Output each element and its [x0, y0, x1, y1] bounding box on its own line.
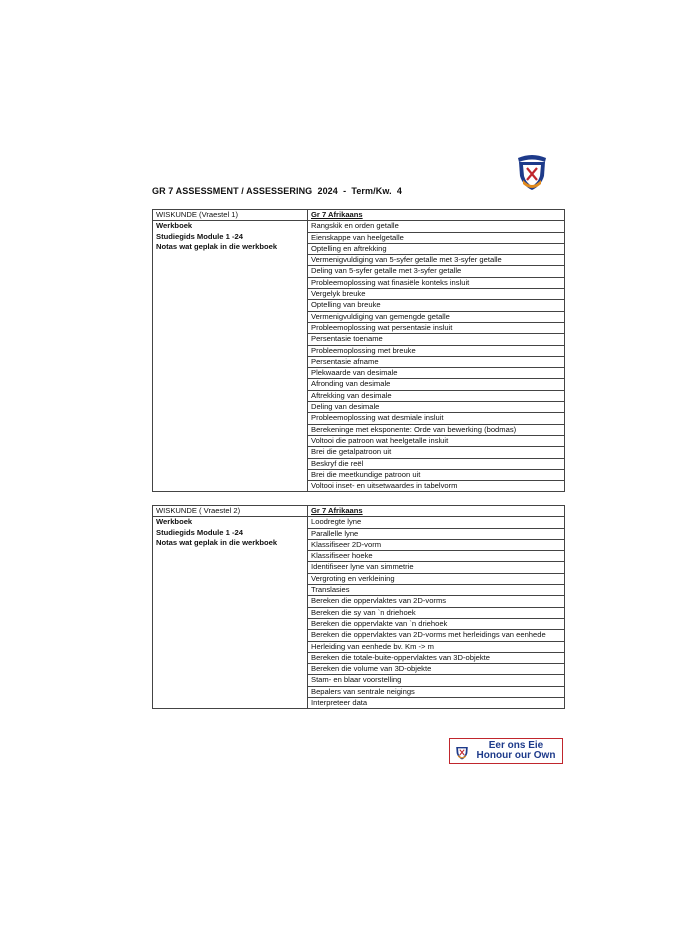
topic-cell: Probleemoplossing met breuke [308, 345, 565, 356]
table-body [153, 210, 565, 492]
topic-cell: Klassifiseer hoeke [308, 551, 565, 562]
table-header-row [153, 506, 565, 517]
motto-text [470, 741, 562, 762]
table-row [153, 517, 565, 528]
topic-cell: Loodregte lyne [308, 517, 565, 528]
topic-cell: Persentasie toename [308, 334, 565, 345]
motto-badge [449, 738, 563, 764]
maths-paper-2-table [152, 505, 565, 709]
topic-cell: Plekwaarde van desimale [308, 368, 565, 379]
topic-cell: Probleemoplossing wat desmiale insluit [308, 413, 565, 424]
topic-cell: Deling van 5-syfer getalle met 3-syfer getalle [308, 266, 565, 277]
topic-cell: Vermenigvuldiging van 5-syfer getalle met 3-syfer getalle [308, 255, 565, 266]
topic-cell: Bereken die totale-buite-oppervlaktes van 3D-objekte [308, 652, 565, 663]
table-row [153, 221, 565, 232]
topic-cell: Brei die getalpatroon uit [308, 447, 565, 458]
topic-cell: Probleemoplossing wat finasiële konteks insluit [308, 277, 565, 288]
topic-cell: Optelling van breuke [308, 300, 565, 311]
study-resources-cell [153, 221, 308, 492]
topic-cell: Identifiseer lyne van simmetrie [308, 562, 565, 573]
topic-cell: Probleemoplossing wat persentasie insluit [308, 322, 565, 333]
topic-cell: Klassifiseer 2D-vorm [308, 539, 565, 550]
resource-item: Werkboek [156, 517, 193, 527]
topic-cell: Translasies [308, 585, 565, 596]
resource-item: Notas wat geplak in die werkboek [156, 241, 278, 251]
topic-cell: Vermenigvuldiging van gemengde getalle [308, 311, 565, 322]
school-crest-icon [454, 741, 470, 761]
topic-cell: Rangskik en orden getalle [308, 221, 565, 232]
motto-line-english: Honour our Own [476, 750, 556, 761]
topic-cell: Beskryf die reël [308, 458, 565, 469]
subject-header: WISKUNDE (Vraestel 1) [153, 210, 308, 221]
resource-item: Werkboek [156, 221, 193, 231]
topic-cell: Voltooi die patroon wat heelgetalle insluit [308, 435, 565, 446]
school-crest-icon [514, 150, 550, 192]
document-title: GR 7 ASSESSMENT / ASSESSERING 2024 - Term/Kw. 4 [152, 186, 403, 196]
topic-cell: Bereken die sy van `n driehoek [308, 607, 565, 618]
study-resources-cell [153, 517, 308, 709]
topic-cell: Interpreteer data [308, 698, 565, 709]
topic-cell: Deling van desimale [308, 402, 565, 413]
topic-cell: Afronding van desimale [308, 379, 565, 390]
grade-language-header: Gr 7 Afrikaans [308, 506, 565, 517]
topic-cell: Bepalers van sentrale neigings [308, 686, 565, 697]
topic-cell: Stam- en blaar voorstelling [308, 675, 565, 686]
table-body [153, 506, 565, 709]
topic-cell: Vergelyk breuke [308, 289, 565, 300]
topic-cell: Berekeninge met eksponente: Orde van bewerking (bodmas) [308, 424, 565, 435]
topic-cell: Herleiding van eenhede bv. Km -> m [308, 641, 565, 652]
motto-line-afrikaans: Eer ons Eie [488, 739, 544, 751]
grade-language-header: Gr 7 Afrikaans [308, 210, 565, 221]
topic-cell: Bereken die volume van 3D-objekte [308, 664, 565, 675]
subject-header: WISKUNDE ( Vraestel 2) [153, 506, 308, 517]
topic-cell: Parallelle lyne [308, 528, 565, 539]
table-header-row [153, 210, 565, 221]
resource-item: Studiegids Module 1 -24 [156, 527, 243, 537]
topic-cell: Eienskappe van heelgetalle [308, 232, 565, 243]
topic-cell: Brei die meetkundige patroon uit [308, 469, 565, 480]
topic-cell: Bereken die oppervlakte van `n driehoek [308, 618, 565, 629]
topic-cell: Persentasie afname [308, 356, 565, 367]
topic-cell: Bereken die oppervlaktes van 2D-vorms [308, 596, 565, 607]
topic-cell: Optelling en aftrekking [308, 243, 565, 254]
topic-cell: Bereken die oppervlaktes van 2D-vorms met herleidings van eenhede [308, 630, 565, 641]
resource-item: Studiegids Module 1 -24 [156, 231, 243, 241]
maths-paper-1-table [152, 209, 565, 492]
topic-cell: Voltooi inset- en uitsetwaardes in tabelvorm [308, 481, 565, 492]
resource-item: Notas wat geplak in die werkboek [156, 537, 278, 547]
topic-cell: Aftrekking van desimale [308, 390, 565, 401]
topic-cell: Vergroting en verkleining [308, 573, 565, 584]
